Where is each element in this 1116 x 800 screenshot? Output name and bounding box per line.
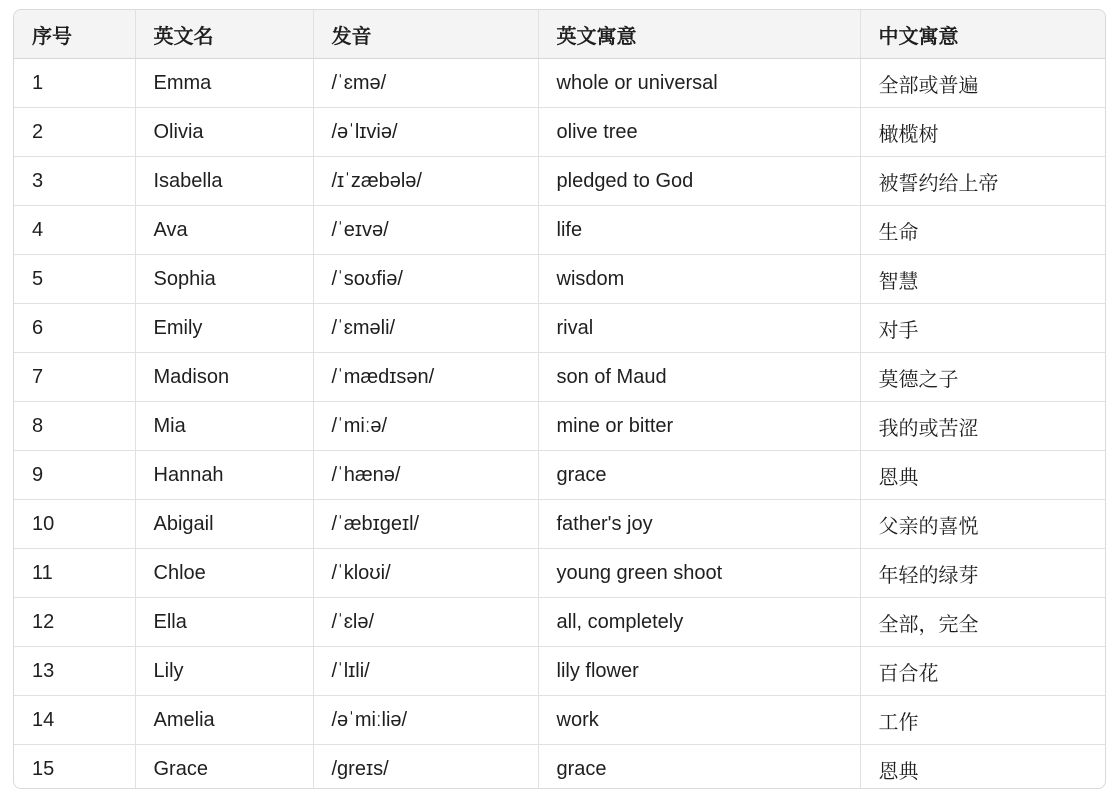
cell-pronunciation: /ˈmædɪsən/ bbox=[313, 353, 538, 402]
cell-chinese-meaning: 年轻的绿芽 bbox=[860, 549, 1105, 598]
table-row bbox=[14, 206, 1105, 255]
table-row bbox=[14, 255, 1105, 304]
table-row bbox=[14, 745, 1105, 790]
cell-pronunciation: /ˈæbɪɡeɪl/ bbox=[313, 500, 538, 549]
table-row bbox=[14, 402, 1105, 451]
header-index: 序号 bbox=[14, 10, 135, 59]
cell-index: 13 bbox=[14, 647, 135, 696]
cell-pronunciation: /ˈkloʊi/ bbox=[313, 549, 538, 598]
cell-english-meaning: lily flower bbox=[538, 647, 860, 696]
cell-english-meaning: mine or bitter bbox=[538, 402, 860, 451]
cell-index: 2 bbox=[14, 108, 135, 157]
cell-chinese-meaning: 父亲的喜悦 bbox=[860, 500, 1105, 549]
cell-pronunciation: /ɪˈzæbələ/ bbox=[313, 157, 538, 206]
cell-index: 5 bbox=[14, 255, 135, 304]
table-row bbox=[14, 451, 1105, 500]
cell-english-meaning: pledged to God bbox=[538, 157, 860, 206]
cell-index: 8 bbox=[14, 402, 135, 451]
header-english-meaning: 英文寓意 bbox=[538, 10, 860, 59]
cell-pronunciation: /əˈlɪviə/ bbox=[313, 108, 538, 157]
cell-index: 4 bbox=[14, 206, 135, 255]
header-pronunciation: 发音 bbox=[313, 10, 538, 59]
header-english-name: 英文名 bbox=[135, 10, 313, 59]
cell-english-name: Emma bbox=[135, 59, 313, 108]
cell-english-meaning: whole or universal bbox=[538, 59, 860, 108]
cell-english-name: Olivia bbox=[135, 108, 313, 157]
cell-pronunciation: /ˈeɪvə/ bbox=[313, 206, 538, 255]
table-row bbox=[14, 108, 1105, 157]
cell-chinese-meaning: 工作 bbox=[860, 696, 1105, 745]
cell-english-name: Madison bbox=[135, 353, 313, 402]
cell-chinese-meaning: 生命 bbox=[860, 206, 1105, 255]
table-row bbox=[14, 304, 1105, 353]
table-row bbox=[14, 549, 1105, 598]
table-row bbox=[14, 598, 1105, 647]
cell-chinese-meaning: 全部或普遍 bbox=[860, 59, 1105, 108]
cell-english-meaning: life bbox=[538, 206, 860, 255]
cell-english-name: Emily bbox=[135, 304, 313, 353]
cell-pronunciation: /ˈmiːə/ bbox=[313, 402, 538, 451]
cell-english-meaning: grace bbox=[538, 745, 860, 790]
cell-english-name: Ella bbox=[135, 598, 313, 647]
cell-english-meaning: olive tree bbox=[538, 108, 860, 157]
cell-chinese-meaning: 我的或苦涩 bbox=[860, 402, 1105, 451]
table-row bbox=[14, 647, 1105, 696]
cell-english-meaning: wisdom bbox=[538, 255, 860, 304]
cell-index: 11 bbox=[14, 549, 135, 598]
cell-pronunciation: /əˈmiːliə/ bbox=[313, 696, 538, 745]
cell-chinese-meaning: 全部，完全 bbox=[860, 598, 1105, 647]
table-row bbox=[14, 353, 1105, 402]
cell-english-meaning: work bbox=[538, 696, 860, 745]
table-row bbox=[14, 696, 1105, 745]
cell-index: 6 bbox=[14, 304, 135, 353]
cell-pronunciation: /ˈɛmə/ bbox=[313, 59, 538, 108]
cell-pronunciation: /ˈhænə/ bbox=[313, 451, 538, 500]
table-row bbox=[14, 157, 1105, 206]
cell-chinese-meaning: 恩典 bbox=[860, 451, 1105, 500]
cell-index: 15 bbox=[14, 745, 135, 790]
cell-index: 10 bbox=[14, 500, 135, 549]
cell-english-name: Chloe bbox=[135, 549, 313, 598]
names-table bbox=[14, 10, 1105, 789]
table-row bbox=[14, 500, 1105, 549]
table-row bbox=[14, 59, 1105, 108]
header-row bbox=[14, 10, 1105, 59]
cell-english-meaning: grace bbox=[538, 451, 860, 500]
cell-chinese-meaning: 莫德之子 bbox=[860, 353, 1105, 402]
cell-chinese-meaning: 恩典 bbox=[878, 760, 919, 783]
cell-english-meaning: father's joy bbox=[538, 500, 860, 549]
cell-pronunciation: /ˈsoʊfiə/ bbox=[313, 255, 538, 304]
cell-chinese-meaning: 被誓约给上帝 bbox=[860, 157, 1105, 206]
table-header bbox=[14, 10, 1105, 59]
cell-index: 1 bbox=[14, 59, 135, 108]
cell-index: 3 bbox=[14, 157, 135, 206]
cell-index: 7 bbox=[14, 353, 135, 402]
cell-english-meaning: young green shoot bbox=[538, 549, 860, 598]
cell-pronunciation: /ˈɛməli/ bbox=[313, 304, 538, 353]
cell-english-name: Isabella bbox=[135, 157, 313, 206]
cell-pronunciation: /ɡreɪs/ bbox=[313, 745, 538, 790]
cell-index: 14 bbox=[14, 696, 135, 745]
cell-english-name: Abigail bbox=[135, 500, 313, 549]
cell-chinese-meaning: 对手 bbox=[860, 304, 1105, 353]
cell-index: 9 bbox=[14, 451, 135, 500]
cell-chinese-meaning: 智慧 bbox=[860, 255, 1105, 304]
cell-english-name: Amelia bbox=[135, 696, 313, 745]
cell-index: 12 bbox=[14, 598, 135, 647]
names-table-container bbox=[13, 9, 1106, 789]
table-body bbox=[14, 59, 1105, 790]
cell-pronunciation: /ˈlɪli/ bbox=[313, 647, 538, 696]
cell-english-name: Grace bbox=[135, 745, 313, 790]
cell-english-name: Lily bbox=[135, 647, 313, 696]
cell-english-meaning: all, completely bbox=[538, 598, 860, 647]
cell-chinese-meaning: 橄榄树 bbox=[860, 108, 1105, 157]
cell-english-meaning: rival bbox=[538, 304, 860, 353]
cell-english-meaning: son of Maud bbox=[538, 353, 860, 402]
cell-english-name: Ava bbox=[135, 206, 313, 255]
cell-pronunciation: /ˈɛlə/ bbox=[313, 598, 538, 647]
cell-english-name: Sophia bbox=[135, 255, 313, 304]
header-chinese-meaning: 中文寓意 bbox=[860, 10, 1105, 59]
cell-english-name: Mia bbox=[135, 402, 313, 451]
cell-english-name: Hannah bbox=[135, 451, 313, 500]
cell-chinese-meaning: 百合花 bbox=[860, 647, 1105, 696]
